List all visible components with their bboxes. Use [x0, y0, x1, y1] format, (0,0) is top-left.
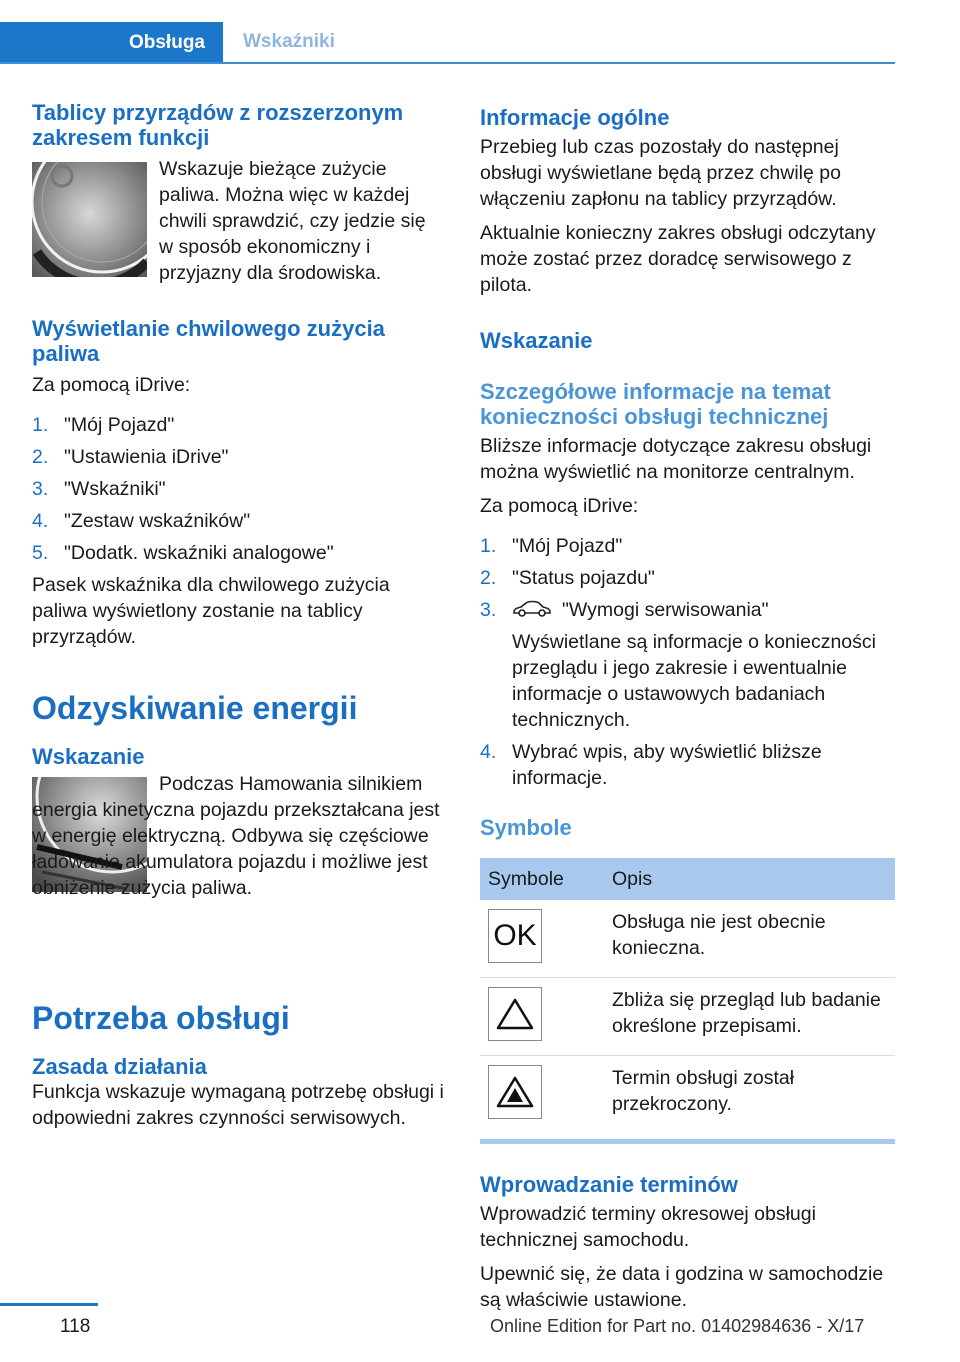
list-item: 1. "Mój Pojazd"	[480, 535, 623, 557]
instrument-text: Wskazuje bieżące zużycie paliwa. Można więc w każdej chwili sprawdzić, czy jedzie się w sposób ekonomiczny i przyjazny dla środowiska.	[159, 158, 426, 284]
idrive-intro: Za pomocą iDrive:	[32, 374, 191, 396]
header-bar	[0, 22, 895, 64]
symbols-table	[480, 858, 895, 1133]
triangle-icon	[488, 987, 542, 1041]
header-divider	[0, 62, 895, 64]
consumption-steps	[32, 412, 444, 566]
tab-wskazniki[interactable]: Wskaźniki	[243, 31, 335, 52]
table-row: Zbliża się przegląd lub badanie określone przepisami.	[480, 978, 895, 1056]
col-header-desc: Opis	[604, 858, 895, 900]
list-item: 3. "Wskaźniki"	[32, 478, 166, 500]
details-intro: Za pomocą iDrive:	[480, 495, 639, 517]
list-item: 3. "Wymogi serwisowania" Wyświetlane są informacje o konieczności przeglądu i jego zakresie i ewentualnie informacje o ustawowych badaniach technicznych.	[480, 599, 876, 731]
footer-rule	[0, 1303, 98, 1306]
spacer	[32, 892, 444, 954]
list-item: 5. "Dodatk. wskaźniki analogowe"	[32, 542, 334, 564]
table-row: Termin obsługi został przekroczony.	[480, 1056, 895, 1134]
general-p1: Przebieg lub czas pozostały do następnej obsługi wyświetlane będą przez chwilę po włączeniu zapłonu na tablicy przyrządów.	[480, 136, 841, 210]
list-item: 4. Wybrać wpis, aby wyświetlić bliższe informacje.	[480, 741, 822, 789]
energy-subtitle: Wskazanie	[32, 744, 145, 769]
energy-text: Podczas Hamowania silnikiem energia kinetyczna pojazdu przekształcana jest w energię elektryczną. Odbywa się częściowe ładowanie akumulatora pojazdu i możliwe jest obniżenie zużycia paliwa.	[32, 773, 440, 899]
dates-p2: Upewnić się, że data i godzina w samochodzie są właściwie ustawione.	[480, 1263, 884, 1311]
page-number: 118	[60, 1316, 91, 1337]
list-item: 2. "Ustawienia iDrive"	[32, 446, 229, 468]
heading-energy: Odzyskiwanie energii	[32, 690, 358, 726]
table-end-bar	[480, 1139, 895, 1144]
dates-p1: Wprowadzić terminy okresowej obsługi technicznej samochodu.	[480, 1203, 816, 1251]
car-service-icon	[512, 600, 552, 618]
symbols-title: Symbole	[480, 815, 572, 840]
edition-note: Online Edition for Part no. 01402984636 - X/17	[490, 1316, 865, 1336]
dates-title: Wprowadzanie terminów	[480, 1172, 738, 1197]
table-row: OK Obsługa nie jest obecnie konieczna.	[480, 900, 895, 978]
service-steps	[480, 533, 895, 791]
col-header-symbol: Symbole	[480, 858, 604, 900]
section-title-instrument: Tablicy przyrządów z rozszerzonym zakresem funkcji	[32, 100, 404, 150]
energy-block	[32, 771, 444, 899]
list-item: 4. "Zestaw wskaźników"	[32, 510, 251, 532]
service-subtitle: Zasada działania	[32, 1054, 207, 1079]
list-item: 1. "Mój Pojazd"	[32, 414, 175, 436]
instrument-block	[32, 156, 444, 286]
general-p2: Aktualnie konieczny zakres obsługi odczytany może zostać przez doradcę serwisowego z pilota.	[480, 222, 876, 296]
consumption-after: Pasek wskaźnika dla chwilowego zużycia paliwa wyświetlony zostanie na tablicy przyrządów.	[32, 574, 390, 648]
details-p1: Bliższe informacje dotyczące zakresu obsługi można wyświetlić na monitorze centralnym.	[480, 435, 872, 483]
section-title-consumption: Wyświetlanie chwilowego zużycia paliwa	[32, 316, 385, 366]
details-title: Szczegółowe informacje na temat konieczności obsługi technicznej	[480, 379, 831, 429]
ok-symbol: OK	[488, 909, 542, 963]
heading-service: Potrzeba obsługi	[32, 1000, 290, 1036]
display-title: Wskazanie	[480, 328, 593, 353]
fuel-gauge-image	[32, 162, 147, 277]
triangle-filled-icon	[488, 1065, 542, 1119]
left-column	[32, 100, 444, 1131]
service-text: Funkcja wskazuje wymaganą potrzebę obsługi i odpowiedni zakres czynności serwisowych.	[32, 1081, 444, 1129]
list-item: 2. "Status pojazdu"	[480, 567, 655, 589]
tab-obsluga[interactable]: Obsługa	[0, 22, 223, 64]
general-title: Informacje ogólne	[480, 105, 670, 130]
right-column	[480, 100, 895, 1313]
